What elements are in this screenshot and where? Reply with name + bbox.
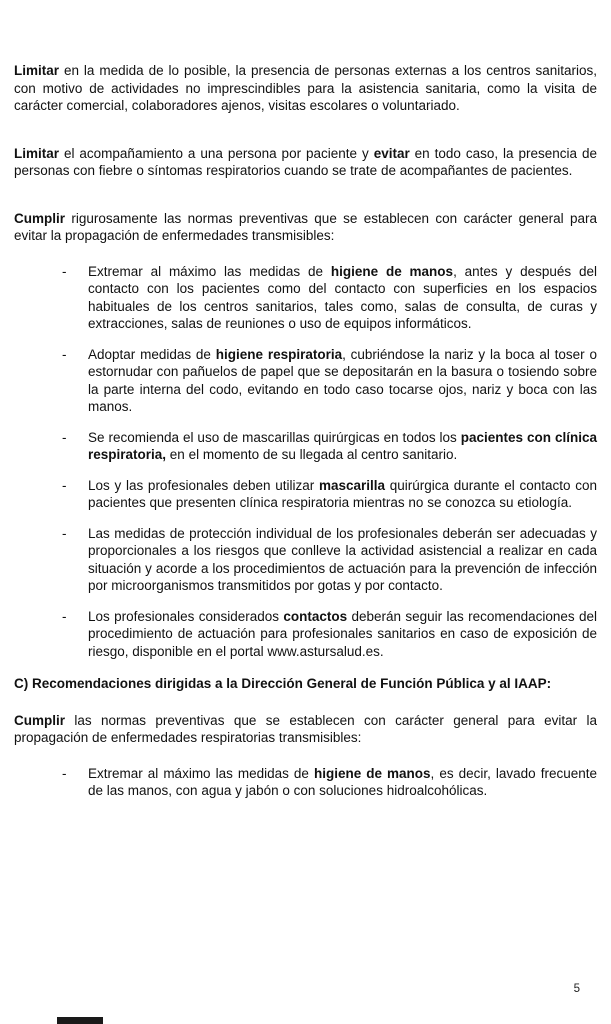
body-text: Adoptar medidas de (88, 346, 216, 362)
paragraph (14, 62, 597, 115)
paragraph (14, 210, 597, 245)
body-text: , es decir, lavado frecuente de las manos, con agua y jabón o con soluciones hidroalcohólicas. (88, 765, 597, 798)
body-text: en la medida de lo posible, la presencia de personas externas a los centros sanitarios, con motivo de actividades no imprescindibles para la asistencia sanitaria, como la visita de carácter comercial, colaboradores ajenos, visitas escolares o voluntariado. (14, 63, 597, 113)
list-item (14, 608, 597, 661)
bullet-dash-icon: - (62, 525, 67, 541)
body-text: Extremar al máximo las medidas de (88, 765, 314, 781)
bold-text: pacientes con clínica respiratoria, (88, 429, 597, 462)
bold-text: Limitar (14, 145, 60, 161)
bullet-dash-icon: - (62, 477, 67, 493)
bold-text: higiene respiratoria (215, 346, 343, 362)
paragraph (14, 145, 597, 180)
bold-text: Limitar (14, 63, 60, 78)
body-text: en todo caso, la presencia de personas con fiebre o síntomas respiratorios cuando se trate de acompañantes de pacientes. (14, 145, 598, 178)
body-text: , cubriéndose la nariz y la boca al toser o estornudar con pañuelos de papel que se depositarán en la basura o tosiendo sobre la parte interna del codo, evitando en todo caso tocarse ojos, nariz y boca con las manos. (88, 346, 597, 414)
bold-text: contactos (283, 608, 348, 624)
body-text: deberán seguir las recomendaciones del procedimiento de actuación para profesionales sanitarios en caso de exposición de riesgo, disponible en el portal www.astursalud.es. (88, 608, 597, 659)
list-item (14, 346, 597, 416)
bold-text: Cumplir (14, 712, 66, 728)
bold-text: mascarilla (318, 477, 386, 493)
page-number: 5 (573, 983, 580, 995)
body-text: quirúrgica durante el contacto con pacientes que presenten clínica respiratoria mientras no se conozca su etiología. (88, 477, 597, 510)
section-heading (14, 675, 597, 693)
document-body (14, 62, 597, 815)
body-text: en el momento de su llegada al centro sanitario. (166, 447, 458, 462)
body-text: Extremar al máximo las medidas de (88, 263, 331, 279)
bullet-dash-icon: - (62, 765, 67, 781)
bold-text: Cumplir (14, 210, 66, 226)
list-item (14, 429, 597, 464)
body-text: Se recomienda el uso de mascarillas quirúrgicas en todos los (88, 429, 461, 445)
paragraph (14, 712, 597, 747)
body-text: , antes y después del contacto con los pacientes como del contacto con superficies en los espacios habituales de los centros sanitarios, tales como, salas de consulta, de curas y extracciones, salas de reuniones o uso de equipos informáticos. (88, 263, 597, 331)
list-item (14, 263, 597, 333)
bold-text: evitar (373, 145, 410, 161)
body-text: el acompañamiento a una persona por paciente y (59, 145, 374, 161)
body-text: rigurosamente las normas preventivas que se establecen con carácter general para evitar la propagación de enfermedades transmisibles: (14, 210, 597, 243)
body-text: las normas preventivas que se establecen con carácter general para evitar la propagación de enfermedades respiratorias transmisibles: (14, 712, 597, 745)
list-item (14, 765, 597, 800)
bullet-dash-icon: - (62, 429, 67, 445)
body-text: Las medidas de protección individual de los profesionales deberán ser adecuadas y proporcionales a los riesgos que conlleve la actividad asistencial a realizar en cada situación y acorde a los procedimientos de actuación para la prevención de infección por microorganismos transmitidos por gotas y por contacto. (88, 525, 597, 593)
bullet-dash-icon: - (62, 263, 67, 279)
bullet-list (14, 263, 597, 661)
bullet-dash-icon: - (62, 346, 67, 362)
bold-text: higiene de manos (313, 765, 431, 781)
bold-text: C) Recomendaciones dirigidas a la Dirección General de Función Pública y al IAAP: (14, 676, 552, 691)
list-item (14, 477, 597, 512)
list-item (14, 525, 597, 595)
body-text: Los y las profesionales deben utilizar (88, 477, 319, 493)
footer-mark (57, 1017, 103, 1024)
bullet-list (14, 765, 597, 800)
bullet-dash-icon: - (62, 608, 67, 624)
body-text: Los profesionales considerados (88, 608, 284, 624)
bold-text: higiene de manos (330, 263, 454, 279)
